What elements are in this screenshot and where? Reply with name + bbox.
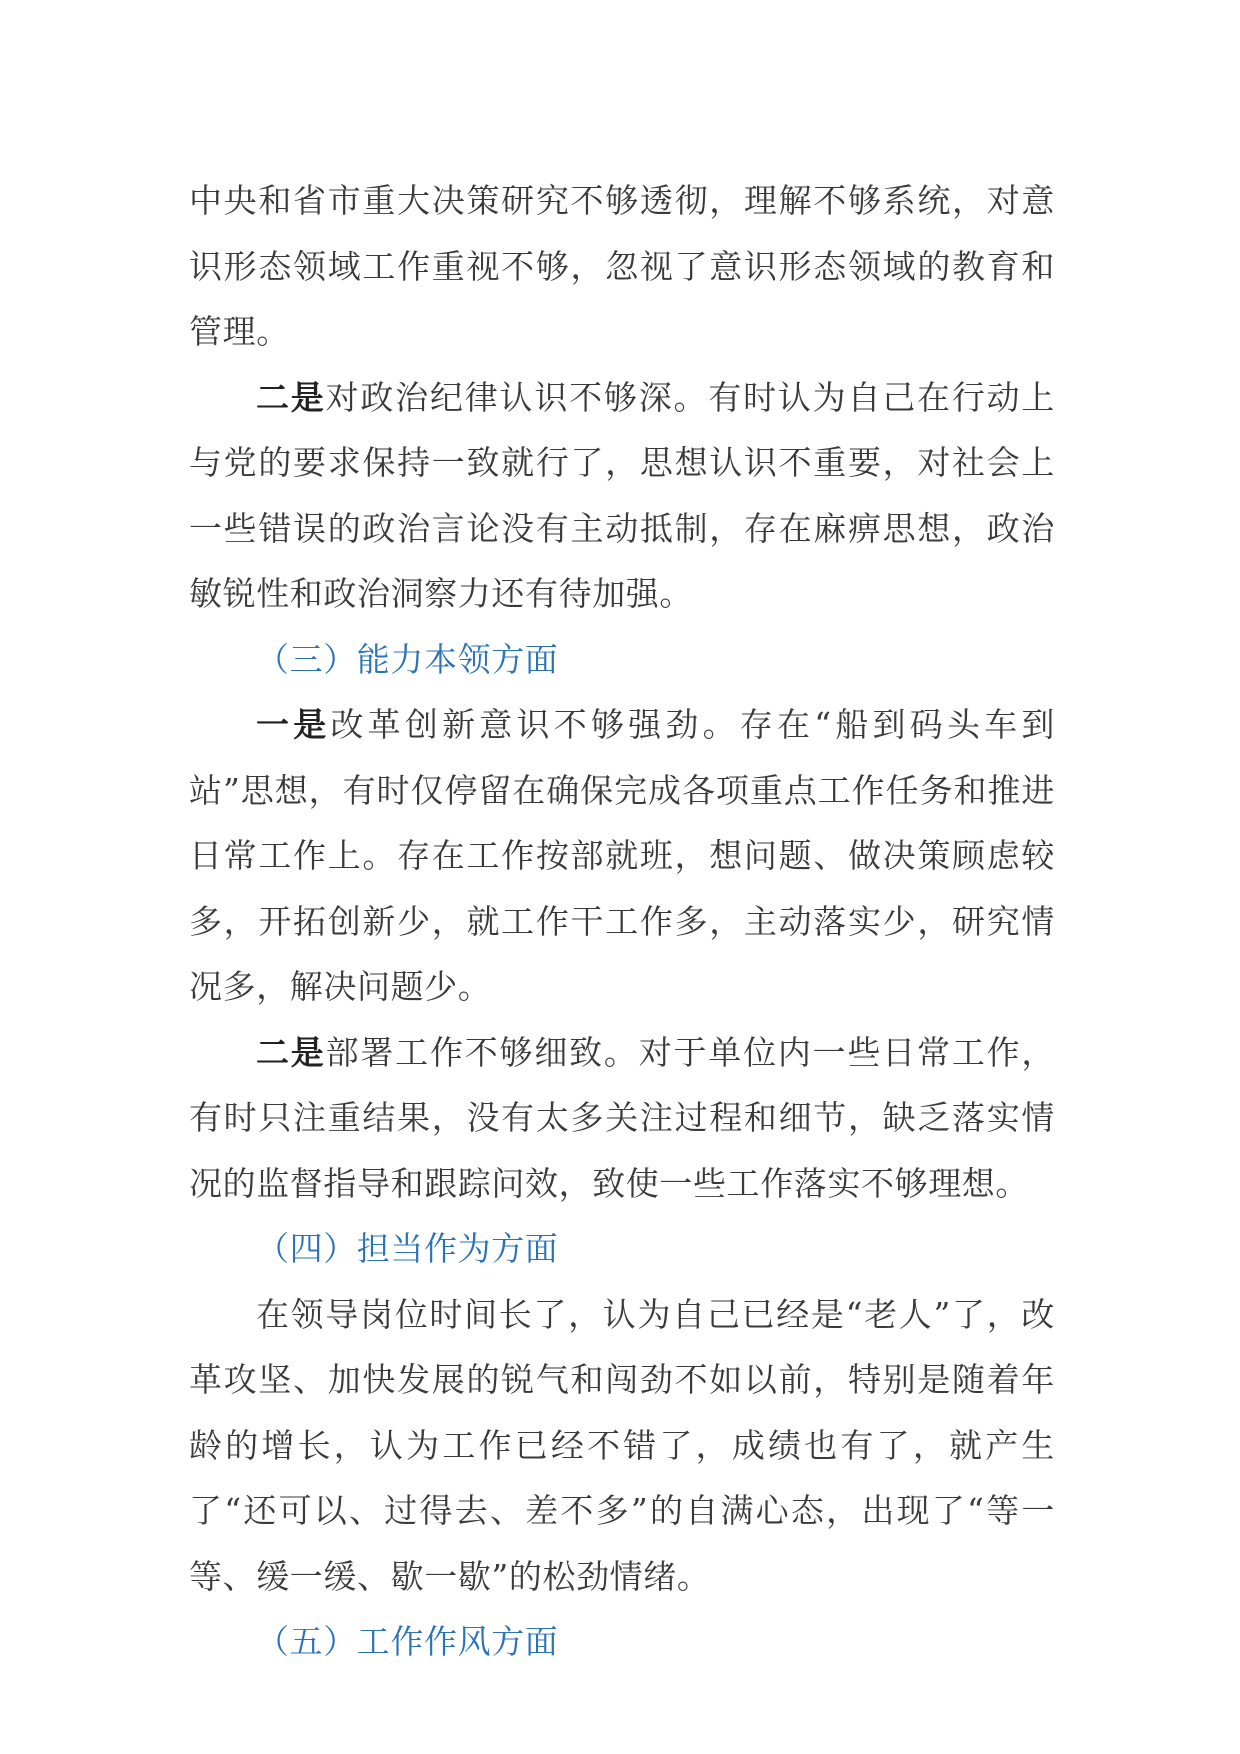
- paragraph-work-deployment: [189, 1020, 1055, 1217]
- paragraph-text: 改革创新意识不够强劲。存在“船到码头车到站”思想，有时仅停留在确保完成各项重点工作任务和推进日常工作上。存在工作按部就班，想问题、做决策顾虑较多，开拓创新少，就工作干工作多，主动落实少，研究情况多，解决问题少。: [189, 705, 1055, 1006]
- paragraph-complacency: 在领导岗位时间长了，认为自己已经是“老人”了，改革攻坚、加快发展的锐气和闯劲不如以前，特别是随着年龄的增长，认为工作已经不错了，成绩也有了，就产生了“还可以、过得去、差不多”的自满心态，出现了“等一等、缓一缓、歇一歇”的松劲情绪。: [189, 1294, 1055, 1596]
- paragraph-innovation: [189, 692, 1055, 1020]
- section-heading-work-style: （五）工作作风方面: [256, 1622, 559, 1661]
- section-heading-ability: （三）能力本领方面: [256, 639, 559, 679]
- paragraph-text: 对政治纪律认识不够深。有时认为自己在行动上与党的要求保持一致就行了，思想认识不重要，对社会上一些错误的政治言论没有主动抵制，存在麻痹思想，政治敏锐性和政治洞察力还有待加强。: [189, 377, 1056, 613]
- section-heading-responsibility: （四）担当作为方面: [256, 1229, 559, 1268]
- paragraph-lead: 一是: [256, 705, 331, 744]
- paragraph-political-discipline: [189, 365, 1055, 627]
- paragraph-continuation: 中央和省市重大决策研究不够透彻，理解不够系统，对意识形态领域工作重视不够，忽视了意识形态领域的教育和管理。: [189, 181, 1055, 351]
- paragraph-text: 部署工作不够细致。对于单位内一些日常工作，有时只注重结果，没有太多关注过程和细节，缺乏落实情况的监督指导和跟踪问效，致使一些工作落实不够理想。: [189, 1032, 1056, 1203]
- paragraph-lead: 二是: [256, 1032, 326, 1072]
- paragraph-lead: 二是: [256, 377, 326, 417]
- document-body: [189, 168, 1055, 1675]
